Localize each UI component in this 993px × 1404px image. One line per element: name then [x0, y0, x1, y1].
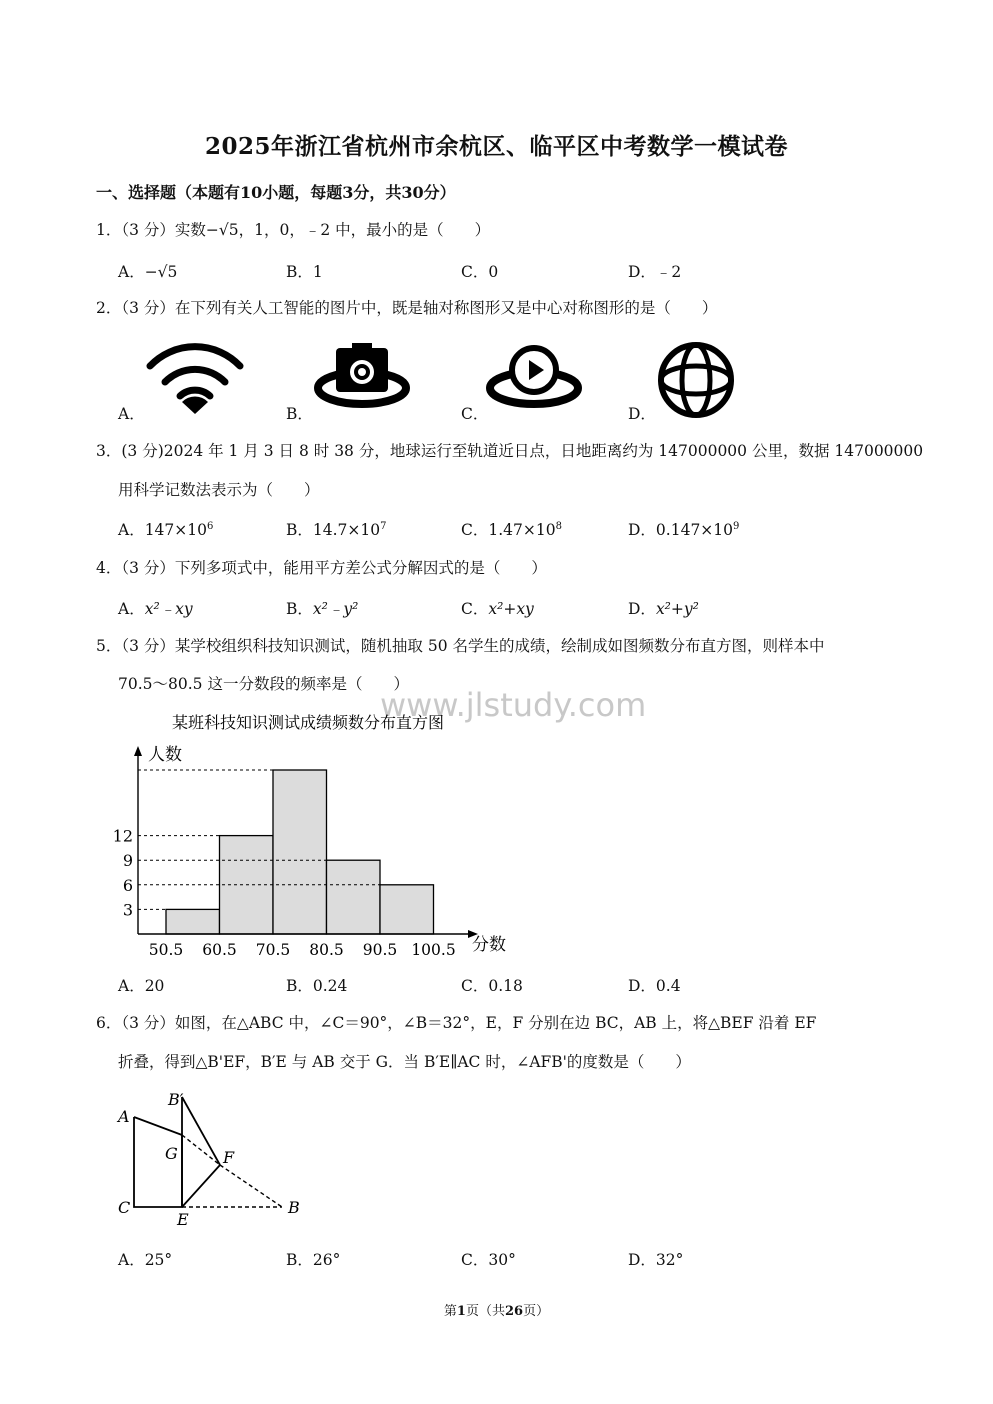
- wifi-icon: [140, 338, 250, 418]
- q6-option-b[interactable]: B．26°: [286, 1251, 341, 1269]
- q1-option-a[interactable]: A．−√5: [118, 263, 178, 281]
- edge-ag: [134, 1117, 182, 1135]
- histogram-bar-3: [273, 770, 327, 934]
- q4-b-expr: x²﹣y²: [312, 600, 359, 618]
- q3-d-exp: 9: [733, 521, 740, 532]
- edge-b-prime-f: [182, 1097, 220, 1165]
- q4-option-b[interactable]: [286, 597, 358, 619]
- footer-mid: 页（共: [465, 1304, 505, 1319]
- y-tick-label-12: 12: [112, 826, 133, 846]
- q2-option-b-label[interactable]: B．: [286, 405, 313, 423]
- footer-pre: 第: [443, 1304, 457, 1319]
- q4-b-label: B．: [286, 600, 313, 618]
- q4-a-label: A．: [118, 600, 145, 618]
- q3-option-c[interactable]: [461, 518, 562, 540]
- x-axis-label: 分数: [472, 935, 506, 955]
- histogram-bar-4: [327, 860, 381, 934]
- q6-option-a[interactable]: A．25°: [118, 1251, 173, 1269]
- q5-option-d[interactable]: D．0.4: [628, 977, 681, 995]
- histogram-chart: [100, 708, 530, 958]
- x-tick-label-90.5: 90.5: [362, 941, 398, 958]
- q6-option-c[interactable]: C．30°: [461, 1251, 516, 1269]
- footer-page-number: 1: [456, 1304, 466, 1319]
- page-footer: [0, 1300, 993, 1319]
- q4-d-expr: x²+y²: [655, 600, 699, 618]
- point-g-label: G: [165, 1144, 178, 1163]
- q5-option-c[interactable]: C．0.18: [461, 977, 523, 995]
- section-heading: 一、选择题（本题有10小题，每题3分，共30分）: [96, 183, 456, 202]
- question-5-stem-line2: 70.5～80.5 这一分数段的频率是（ ）: [118, 675, 409, 693]
- question-6-stem-line2: 折叠，得到△B'EF，B′E 与 AB 交于 G．当 B′E∥AC 时，∠AFB'的度数是（ ）: [118, 1053, 691, 1071]
- y-axis-label: 人数: [148, 745, 182, 765]
- footer-post: 页）: [523, 1304, 550, 1319]
- x-tick-label-50.5: 50.5: [148, 941, 184, 958]
- y-tick-label-3: 3: [122, 900, 133, 920]
- q2-option-a-label[interactable]: A．: [118, 405, 145, 423]
- q4-c-label: C．: [461, 600, 489, 618]
- chart-title: 某班科技知识测试成绩频数分布直方图: [172, 713, 445, 732]
- question-3-stem-line1: 3．(3 分)2024 年 1 月 3 日 8 时 38 分，地球运行至轨道近日点，日地距离约为 147000000 公里，数据 147000000: [96, 442, 924, 460]
- x-tick-label-80.5: 80.5: [309, 941, 344, 958]
- question-5-stem-line1: 5．（3 分）某学校组织科技知识测试，随机抽取 50 名学生的成绩，绘制成如图频数分布直方图，则样本中: [96, 637, 825, 655]
- x-tick-label-70.5: 70.5: [255, 941, 291, 958]
- histogram-bar-1: [166, 909, 220, 934]
- q3-option-d[interactable]: [628, 518, 739, 540]
- x-tick-label-60.5: 60.5: [202, 941, 237, 958]
- q2-option-c-label[interactable]: C．: [461, 405, 489, 423]
- q3-a-base: A．147×10: [118, 521, 207, 539]
- camera-icon: [314, 340, 414, 410]
- x-tick-label-100.5: 100.5: [411, 941, 456, 958]
- q3-b-base: B．14.7×10: [286, 521, 381, 539]
- q6-option-d[interactable]: D．32°: [628, 1251, 684, 1269]
- edge-fb: [220, 1165, 282, 1207]
- q3-c-exp: 8: [555, 521, 562, 532]
- point-f-label: F: [223, 1148, 235, 1167]
- question-1-stem: [96, 220, 490, 240]
- q4-a-expr: x²﹣xy: [144, 600, 193, 618]
- point-e-label: E: [177, 1210, 189, 1229]
- y-tick-label-9: 9: [122, 851, 133, 871]
- question-2-stem: 2．（3 分）在下列有关人工智能的图片中，既是轴对称图形又是中心对称图形的是（ ）: [96, 299, 718, 317]
- q4-option-a[interactable]: [118, 597, 193, 619]
- q3-option-b[interactable]: [286, 518, 387, 540]
- q1-sqrt-expr: −√5: [205, 221, 239, 239]
- question-4-stem: 4．（3 分）下列多项式中，能用平方差公式分解因式的是（ ）: [96, 559, 547, 577]
- q1-option-c[interactable]: C．0: [461, 263, 499, 281]
- q5-option-a[interactable]: A．20: [118, 977, 165, 995]
- q3-option-a[interactable]: [118, 518, 213, 540]
- edge-gf: [182, 1135, 220, 1165]
- q1-option-d[interactable]: D．﹣2: [628, 263, 682, 281]
- y-axis-arrow: [134, 746, 142, 756]
- q5-option-b[interactable]: B．0.24: [286, 977, 348, 995]
- point-c-label: C: [118, 1198, 131, 1217]
- question-6-stem-line1: 6．（3 分）如图，在△ABC 中，∠C＝90°，∠B＝32°，E，F 分别在边 BC，AB 上，将△BEF 沿着 EF: [96, 1014, 817, 1032]
- q2-option-d-label[interactable]: D．: [628, 405, 656, 423]
- q1-option-b[interactable]: B．1: [286, 263, 323, 281]
- q3-d-base: D．0.147×10: [628, 521, 734, 539]
- q4-c-expr: x²+xy: [488, 600, 534, 618]
- q3-a-exp: 6: [207, 521, 214, 532]
- watermark: www.jlstudy.com: [380, 686, 647, 724]
- play-icon: [486, 340, 586, 410]
- q4-option-d[interactable]: [628, 597, 699, 619]
- question-3-stem-line2: 用科学记数法表示为（ ）: [118, 481, 320, 499]
- q1-stem-pre: 1．（3 分）实数: [96, 221, 206, 239]
- histogram-bar-5: [380, 885, 434, 934]
- q3-b-exp: 7: [380, 521, 387, 532]
- globe-icon: [654, 338, 738, 422]
- point-b-prime-label: B′: [168, 1090, 184, 1109]
- page-title: 2025年浙江省杭州市余杭区、临平区中考数学一模试卷: [204, 133, 788, 160]
- point-a-label: A: [118, 1107, 130, 1126]
- q4-option-c[interactable]: [461, 597, 534, 619]
- q1-stem-post: ，1，0，﹣2 中，最小的是（ ）: [238, 221, 491, 239]
- y-tick-label-6: 6: [122, 875, 133, 895]
- q3-c-base: C．1.47×10: [461, 521, 556, 539]
- footer-total-pages: 26: [504, 1304, 524, 1319]
- point-b-label: B: [288, 1198, 300, 1217]
- q4-d-label: D．: [628, 600, 656, 618]
- edge-fe: [182, 1165, 220, 1207]
- triangle-figure: [110, 1085, 320, 1235]
